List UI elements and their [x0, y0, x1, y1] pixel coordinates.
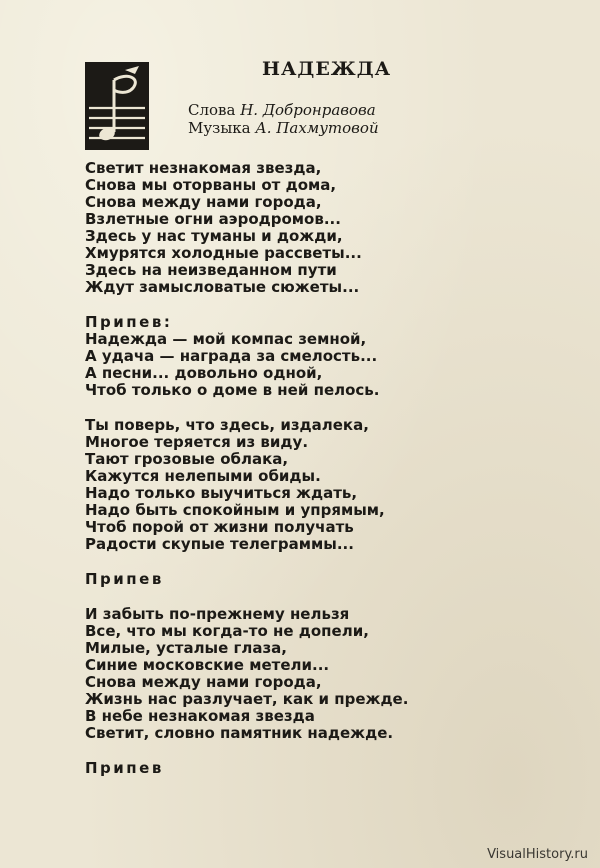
stanza-1: [85, 160, 565, 296]
refrain-label: Припев: [85, 759, 164, 777]
stanza-3: [85, 606, 565, 742]
lyrics-credit: [188, 101, 376, 119]
lyric-line: Жизнь нас разлучает, как и прежде.: [85, 690, 409, 708]
music-credit: [188, 119, 379, 137]
lyric-line: Чтоб только о доме в ней пелось.: [85, 381, 380, 399]
lyrics-body: [85, 160, 565, 777]
lyric-line: А удача — награда за смелость...: [85, 347, 378, 365]
lyric-line: А песни... довольно одной,: [85, 364, 323, 382]
lyric-line: Снова между нами города,: [85, 193, 322, 211]
lyric-line: Радости скупые телеграммы...: [85, 535, 354, 553]
song-title: НАДЕЖДА: [262, 58, 392, 80]
lyric-line: Ждут замысловатые сюжеты...: [85, 278, 360, 296]
lyric-line: Хмурятся холодные рассветы...: [85, 244, 362, 262]
lyric-line: И забыть по-прежнему нельзя: [85, 605, 350, 623]
lyric-line: Синие московские метели...: [85, 656, 330, 674]
lyric-line: Светит, словно памятник надежде.: [85, 724, 394, 742]
credit-name: Н. Добронравова: [240, 101, 376, 119]
watermark: VisualHistory.ru: [487, 847, 588, 862]
lyric-line: Надо только выучиться ждать,: [85, 484, 358, 502]
lyric-line: Милые, усталые глаза,: [85, 639, 287, 657]
lyric-line: Надежда — мой компас земной,: [85, 330, 367, 348]
refrain-label: Припев: [85, 570, 164, 588]
lyric-line: Ты поверь, что здесь, издалека,: [85, 416, 369, 434]
lyric-line: Чтоб порой от жизни получать: [85, 518, 354, 536]
lyric-line: Здесь у нас туманы и дожди,: [85, 227, 343, 245]
credit-role: Слова: [188, 101, 236, 119]
lyric-line: Все, что мы когда-то не допели,: [85, 622, 369, 640]
refrain: [85, 331, 565, 399]
lyric-line: Светит незнакомая звезда,: [85, 159, 322, 177]
credit-name: А. Пахмутовой: [255, 119, 379, 137]
lyric-line: В небе незнакомая звезда: [85, 707, 315, 725]
lyric-line: Снова мы оторваны от дома,: [85, 176, 337, 194]
music-note-emblem-icon: [85, 62, 149, 150]
lyric-line: Кажутся нелепыми обиды.: [85, 467, 321, 485]
lyric-line: Снова между нами города,: [85, 673, 322, 691]
lyric-line: Надо быть спокойным и упрямым,: [85, 501, 385, 519]
lyric-line: Многое теряется из виду.: [85, 433, 309, 451]
refrain-label: Припев:: [85, 313, 173, 331]
stanza-2: [85, 417, 565, 553]
lyric-line: Тают грозовые облака,: [85, 450, 289, 468]
lyric-line: Здесь на неизведанном пути: [85, 261, 337, 279]
credit-role: Музыка: [188, 119, 251, 137]
lyric-line: Взлетные огни аэродромов...: [85, 210, 341, 228]
